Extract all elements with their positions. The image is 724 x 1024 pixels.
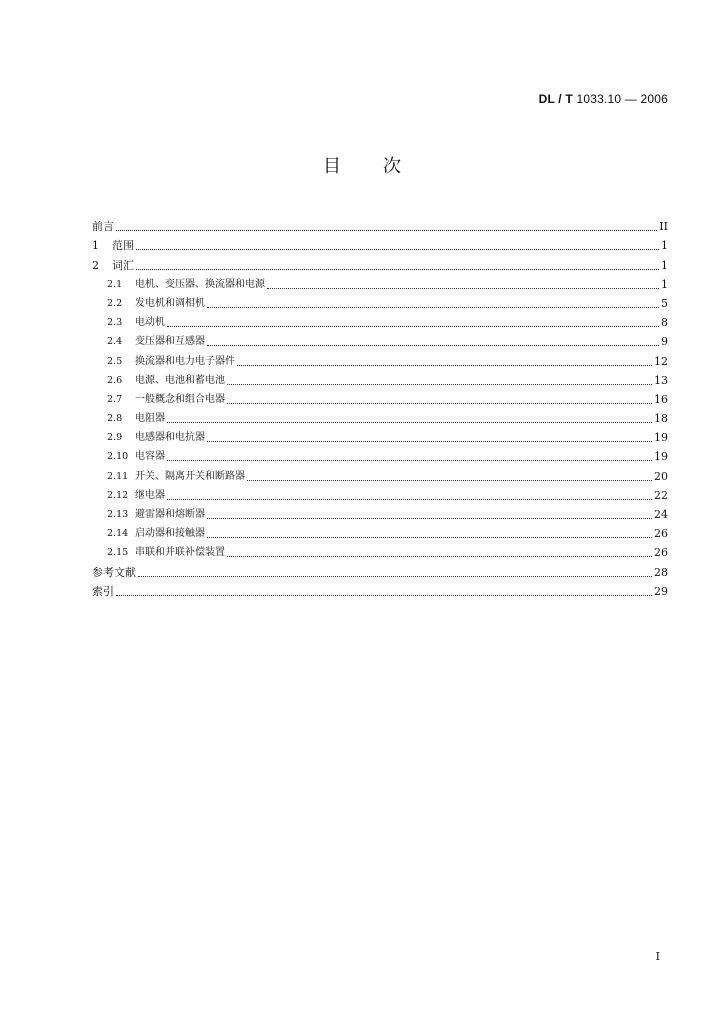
toc-entry[interactable] <box>92 560 668 579</box>
toc-entry-label <box>92 239 134 253</box>
toc-entry-page: 12 <box>654 354 668 368</box>
toc-entry-title: 前言 <box>92 220 114 234</box>
toc-leader-dots <box>227 383 652 385</box>
toc-entry-number: 2.5 <box>107 355 123 367</box>
toc-leader-dots <box>167 459 652 461</box>
toc-leader-dots <box>138 575 652 577</box>
toc-entry[interactable] <box>92 541 668 560</box>
toc-entry-page: 22 <box>654 488 668 502</box>
toc-entry-label <box>92 259 134 273</box>
toc-entry-title: 换流器和电力电子器件 <box>135 355 235 367</box>
toc-leader-dots <box>207 536 652 538</box>
toc-entry-number: 2.3 <box>107 317 123 329</box>
toc-entry[interactable] <box>92 445 668 464</box>
toc-entry-title: 开关、隔离开关和断路器 <box>135 470 245 482</box>
toc-entry[interactable] <box>92 388 668 407</box>
page-title <box>0 152 724 178</box>
toc-entry-label <box>92 566 136 580</box>
toc-entry-title: 索引 <box>92 584 114 598</box>
toc-entry[interactable] <box>92 349 668 368</box>
toc-entry-label <box>92 334 205 349</box>
toc-entry-title: 一般概念和组合电器 <box>135 393 225 405</box>
toc-leader-dots <box>247 479 652 481</box>
toc-entry-number: 2.12 <box>107 489 129 501</box>
toc-entry-number: 2.4 <box>107 336 123 348</box>
toc-entry-page: 9 <box>661 335 668 349</box>
toc-entry-title: 电感器和电抗器 <box>135 432 205 444</box>
toc-entry-page: 19 <box>654 431 668 445</box>
toc-leader-dots <box>267 287 659 289</box>
toc-leader-dots <box>237 364 652 366</box>
toc-entry-page: II <box>659 220 668 234</box>
toc-entry-number: 2.1 <box>107 278 123 290</box>
toc-leader-dots <box>207 306 659 308</box>
toc-entry-number: 2.10 <box>107 451 129 463</box>
toc-entry-title: 变压器和互感器 <box>135 336 205 348</box>
toc-leader-dots <box>116 594 652 596</box>
toc-entry[interactable] <box>92 407 668 426</box>
toc-entry-label <box>92 507 205 522</box>
toc-entry-title: 串联和并联补偿装置 <box>135 547 225 559</box>
toc-entry-number: 2 <box>92 258 99 272</box>
toc-entry-number: 2.15 <box>107 547 129 559</box>
toc-entry-title: 启动器和接触器 <box>135 528 205 540</box>
toc-entry-page: 19 <box>654 450 668 464</box>
toc-entry-title: 词汇 <box>112 258 134 272</box>
toc-entry-page: 26 <box>654 546 668 560</box>
toc-entry-label <box>92 277 265 292</box>
toc-entry-number: 2.9 <box>107 432 123 444</box>
toc-entry-page: 13 <box>654 373 668 387</box>
toc-leader-dots <box>136 248 659 250</box>
toc-entry-label <box>92 430 205 445</box>
table-of-contents <box>92 215 668 599</box>
document-number: 1033.10 — 2006 <box>576 92 668 106</box>
toc-leader-dots <box>227 555 652 557</box>
toc-entry[interactable] <box>92 215 668 234</box>
toc-entry-page: 28 <box>654 565 668 579</box>
toc-entry-number: 2.14 <box>107 528 129 540</box>
toc-entry-title: 电机、变压器、换流器和电源 <box>135 278 265 290</box>
toc-entry-page: 1 <box>661 239 668 253</box>
toc-entry-page: 26 <box>654 527 668 541</box>
toc-entry[interactable] <box>92 311 668 330</box>
toc-entry-page: 1 <box>661 258 668 272</box>
document-identifier <box>539 92 668 106</box>
toc-entry-page: 24 <box>654 508 668 521</box>
toc-entry-page: 18 <box>654 412 668 426</box>
toc-entry-page: 8 <box>661 316 668 330</box>
toc-entry-page: 29 <box>654 584 668 598</box>
toc-leader-dots <box>207 517 652 519</box>
toc-entry[interactable] <box>92 503 668 522</box>
toc-entry-number: 2.6 <box>107 374 123 386</box>
toc-leader-dots <box>227 402 652 404</box>
toc-entry[interactable] <box>92 253 668 272</box>
toc-entry-label <box>92 545 225 560</box>
toc-leader-dots <box>167 421 652 423</box>
toc-entry[interactable] <box>92 484 668 503</box>
toc-entry-page: 20 <box>654 469 668 483</box>
toc-entry-number: 2.13 <box>107 509 129 520</box>
toc-entry-label <box>92 373 225 388</box>
toc-entry-page: 16 <box>654 392 668 406</box>
toc-entry[interactable] <box>92 234 668 253</box>
toc-entry-label <box>92 392 225 407</box>
toc-entry-label <box>92 526 205 541</box>
toc-entry-number: 2.11 <box>107 470 129 482</box>
toc-leader-dots <box>207 344 659 346</box>
toc-entry-number: 2.2 <box>107 297 123 309</box>
toc-entry-label <box>92 488 165 503</box>
toc-entry-label <box>92 411 165 426</box>
toc-leader-dots <box>167 498 652 500</box>
toc-entry-page: 1 <box>661 277 668 291</box>
document-prefix: DL / T <box>538 92 573 106</box>
toc-entry-label <box>92 315 165 330</box>
toc-entry-title: 范围 <box>112 239 134 253</box>
toc-leader-dots <box>116 229 657 231</box>
toc-leader-dots <box>136 268 659 270</box>
toc-leader-dots <box>167 325 659 327</box>
toc-entry-title: 电阻器 <box>135 413 165 425</box>
toc-entry-title: 避雷器和熔断器 <box>135 509 205 520</box>
toc-entry-label <box>92 449 165 464</box>
toc-entry-number: 2.8 <box>107 413 123 425</box>
toc-entry-title: 电动机 <box>135 317 165 329</box>
toc-entry-label <box>92 354 235 369</box>
toc-entry-label <box>92 296 205 311</box>
toc-entry-page: 5 <box>661 296 668 310</box>
toc-entry-label <box>92 585 114 599</box>
toc-entry-number: 2.7 <box>107 393 123 405</box>
toc-entry-label <box>92 469 245 484</box>
title-char-right: 次 <box>383 156 401 177</box>
toc-entry[interactable] <box>92 292 668 311</box>
page-number: I <box>655 950 660 963</box>
toc-entry[interactable] <box>92 426 668 445</box>
toc-entry-title: 继电器 <box>135 489 165 501</box>
toc-entry[interactable] <box>92 369 668 388</box>
toc-entry[interactable] <box>92 330 668 349</box>
toc-entry[interactable] <box>92 273 668 292</box>
title-char-left: 目 <box>323 156 341 177</box>
toc-entry[interactable] <box>92 464 668 483</box>
toc-entry-number: 1 <box>92 239 99 253</box>
toc-leader-dots <box>207 440 652 442</box>
toc-entry[interactable] <box>92 522 668 541</box>
toc-entry[interactable] <box>92 580 668 599</box>
toc-entry-label <box>92 220 114 234</box>
toc-entry-title: 电容器 <box>135 451 165 463</box>
toc-entry-title: 发电机和调相机 <box>135 297 205 309</box>
toc-entry-title: 电源、电池和蓄电池 <box>135 374 225 386</box>
toc-entry-title: 参考文献 <box>92 565 136 579</box>
